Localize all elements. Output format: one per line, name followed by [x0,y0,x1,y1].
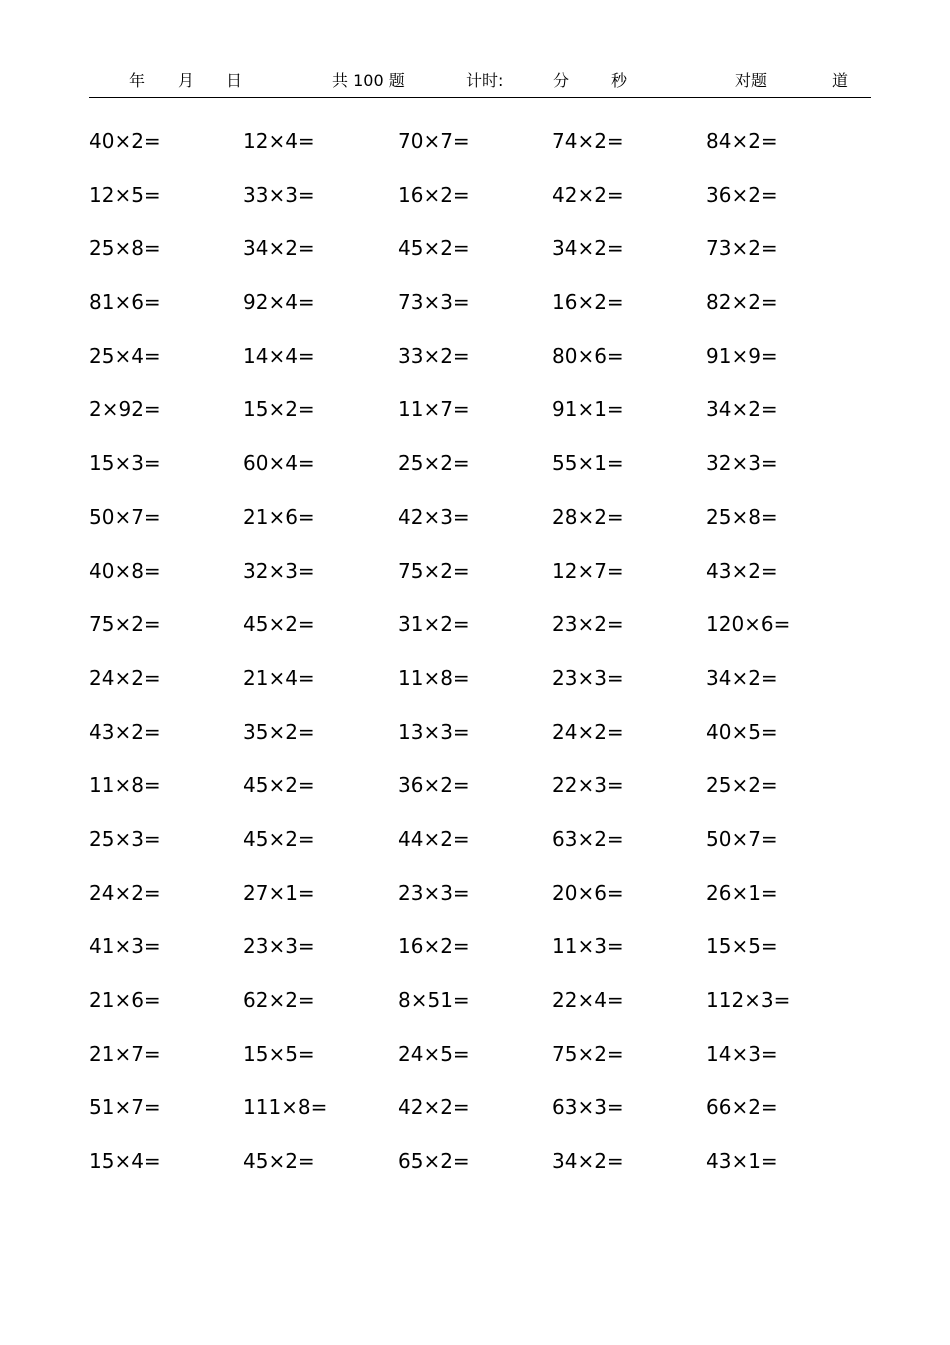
problem-item: 40×2= [89,129,161,153]
problem-item: 73×2= [706,236,778,261]
problem-row [89,125,871,179]
problem-item: 24×2= [89,880,161,905]
problem-item: 41×3= [89,934,161,959]
problem-item: 25×8= [89,236,161,261]
seconds-label: 秒 [611,71,628,90]
problem-item: 21×4= [243,665,315,690]
problem-row [89,179,871,233]
problem-item: 45×2= [243,1149,315,1174]
problem-item: 11×8= [398,665,470,690]
problem-item: 28×2= [552,504,624,529]
problem-item: 40×8= [89,558,161,583]
problem-item: 25×4= [89,343,161,368]
problem-item: 63×3= [552,1095,624,1120]
problem-item: 50×7= [89,504,161,529]
problem-item: 16×2= [552,290,624,315]
correct-label: 对题 [735,71,768,90]
problem-item: 24×2= [89,665,161,690]
problem-item: 12×4= [243,129,315,153]
problem-row [89,662,871,716]
problem-item: 24×2= [552,719,624,744]
problem-item: 15×5= [706,934,778,959]
problem-item: 13×3= [398,719,470,744]
total-questions-label: 共 100 题 [332,71,405,90]
problem-item: 8×51= [398,988,470,1012]
problem-item: 23×2= [552,612,624,637]
problem-row [89,769,871,823]
problem-item: 111×8= [243,1095,328,1120]
problem-item: 11×7= [398,397,470,422]
problem-item: 25×2= [706,773,778,798]
problem-item: 11×3= [552,934,624,959]
problem-item: 11×8= [89,773,161,798]
problem-item: 14×3= [706,1041,778,1066]
timer-label: 计时: [466,71,504,90]
problem-row [89,877,871,931]
problem-row [89,930,871,984]
problem-item: 15×4= [89,1149,161,1174]
problem-item: 43×2= [706,558,778,583]
problem-row [89,286,871,340]
problem-row [89,555,871,609]
month-label: 月 [178,71,195,90]
problem-row [89,340,871,394]
problem-item: 22×4= [552,988,624,1012]
problem-item: 21×6= [89,988,161,1012]
problem-item: 14×4= [243,343,315,368]
problem-item: 31×2= [398,612,470,637]
problem-item: 65×2= [398,1149,470,1174]
problem-item: 34×2= [552,1149,624,1174]
problem-item: 33×3= [243,182,315,207]
problem-item: 55×1= [552,451,624,476]
day-label: 日 [226,71,243,90]
problem-item: 43×2= [89,719,161,744]
problem-item: 36×2= [706,182,778,207]
problem-item: 84×2= [706,129,778,153]
problem-item: 63×2= [552,826,624,851]
problem-item: 21×6= [243,504,315,529]
problem-item: 92×4= [243,290,315,315]
problem-row [89,823,871,877]
worksheet-header [89,70,871,98]
problem-item: 75×2= [398,558,470,583]
problem-item: 16×2= [398,934,470,959]
problem-item: 24×5= [398,1041,470,1066]
problem-item: 34×2= [552,236,624,261]
problem-item: 27×1= [243,880,315,905]
problem-item: 120×6= [706,612,791,637]
problem-item: 32×3= [706,451,778,476]
problem-item: 25×2= [398,451,470,476]
problem-item: 44×2= [398,826,470,851]
problem-item: 23×3= [552,665,624,690]
problem-item: 42×3= [398,504,470,529]
correct-unit-label: 道 [832,71,849,90]
problem-item: 50×7= [706,826,778,851]
problem-item: 45×2= [243,826,315,851]
problem-item: 62×2= [243,988,315,1012]
year-label: 年 [129,71,146,90]
problem-row [89,1145,871,1199]
problem-row [89,501,871,555]
problem-item: 21×7= [89,1041,161,1066]
problem-item: 73×3= [398,290,470,315]
problem-item: 23×3= [243,934,315,959]
problem-item: 23×3= [398,880,470,905]
problem-row [89,984,871,1038]
problem-row [89,608,871,662]
problem-item: 45×2= [398,236,470,261]
problem-row [89,1091,871,1145]
problem-item: 45×2= [243,612,315,637]
problem-row [89,447,871,501]
problem-item: 16×2= [398,182,470,207]
problem-item: 22×3= [552,773,624,798]
problem-item: 75×2= [89,612,161,637]
problem-grid [89,125,871,1199]
problem-item: 91×1= [552,397,624,422]
problem-item: 12×7= [552,558,624,583]
problem-item: 74×2= [552,129,624,153]
problem-item: 82×2= [706,290,778,315]
problem-item: 2×92= [89,397,161,422]
problem-row [89,393,871,447]
problem-item: 34×2= [243,236,315,261]
problem-item: 36×2= [398,773,470,798]
problem-item: 34×2= [706,397,778,422]
problem-item: 70×7= [398,129,470,153]
problem-item: 12×5= [89,182,161,207]
problem-item: 15×5= [243,1041,315,1066]
problem-row [89,232,871,286]
problem-row [89,1038,871,1092]
problem-item: 33×2= [398,343,470,368]
problem-item: 40×5= [706,719,778,744]
problem-item: 42×2= [398,1095,470,1120]
problem-item: 15×2= [243,397,315,422]
problem-item: 112×3= [706,988,791,1012]
problem-item: 25×8= [706,504,778,529]
problem-item: 66×2= [706,1095,778,1120]
problem-item: 81×6= [89,290,161,315]
minutes-label: 分 [553,71,570,90]
problem-item: 75×2= [552,1041,624,1066]
problem-item: 60×4= [243,451,315,476]
problem-item: 15×3= [89,451,161,476]
problem-item: 20×6= [552,880,624,905]
problem-item: 32×3= [243,558,315,583]
problem-item: 25×3= [89,826,161,851]
problem-item: 34×2= [706,665,778,690]
problem-item: 42×2= [552,182,624,207]
problem-item: 51×7= [89,1095,161,1120]
problem-item: 45×2= [243,773,315,798]
problem-row [89,716,871,770]
problem-item: 80×6= [552,343,624,368]
problem-item: 91×9= [706,343,778,368]
problem-item: 43×1= [706,1149,778,1174]
problem-item: 35×2= [243,719,315,744]
problem-item: 26×1= [706,880,778,905]
